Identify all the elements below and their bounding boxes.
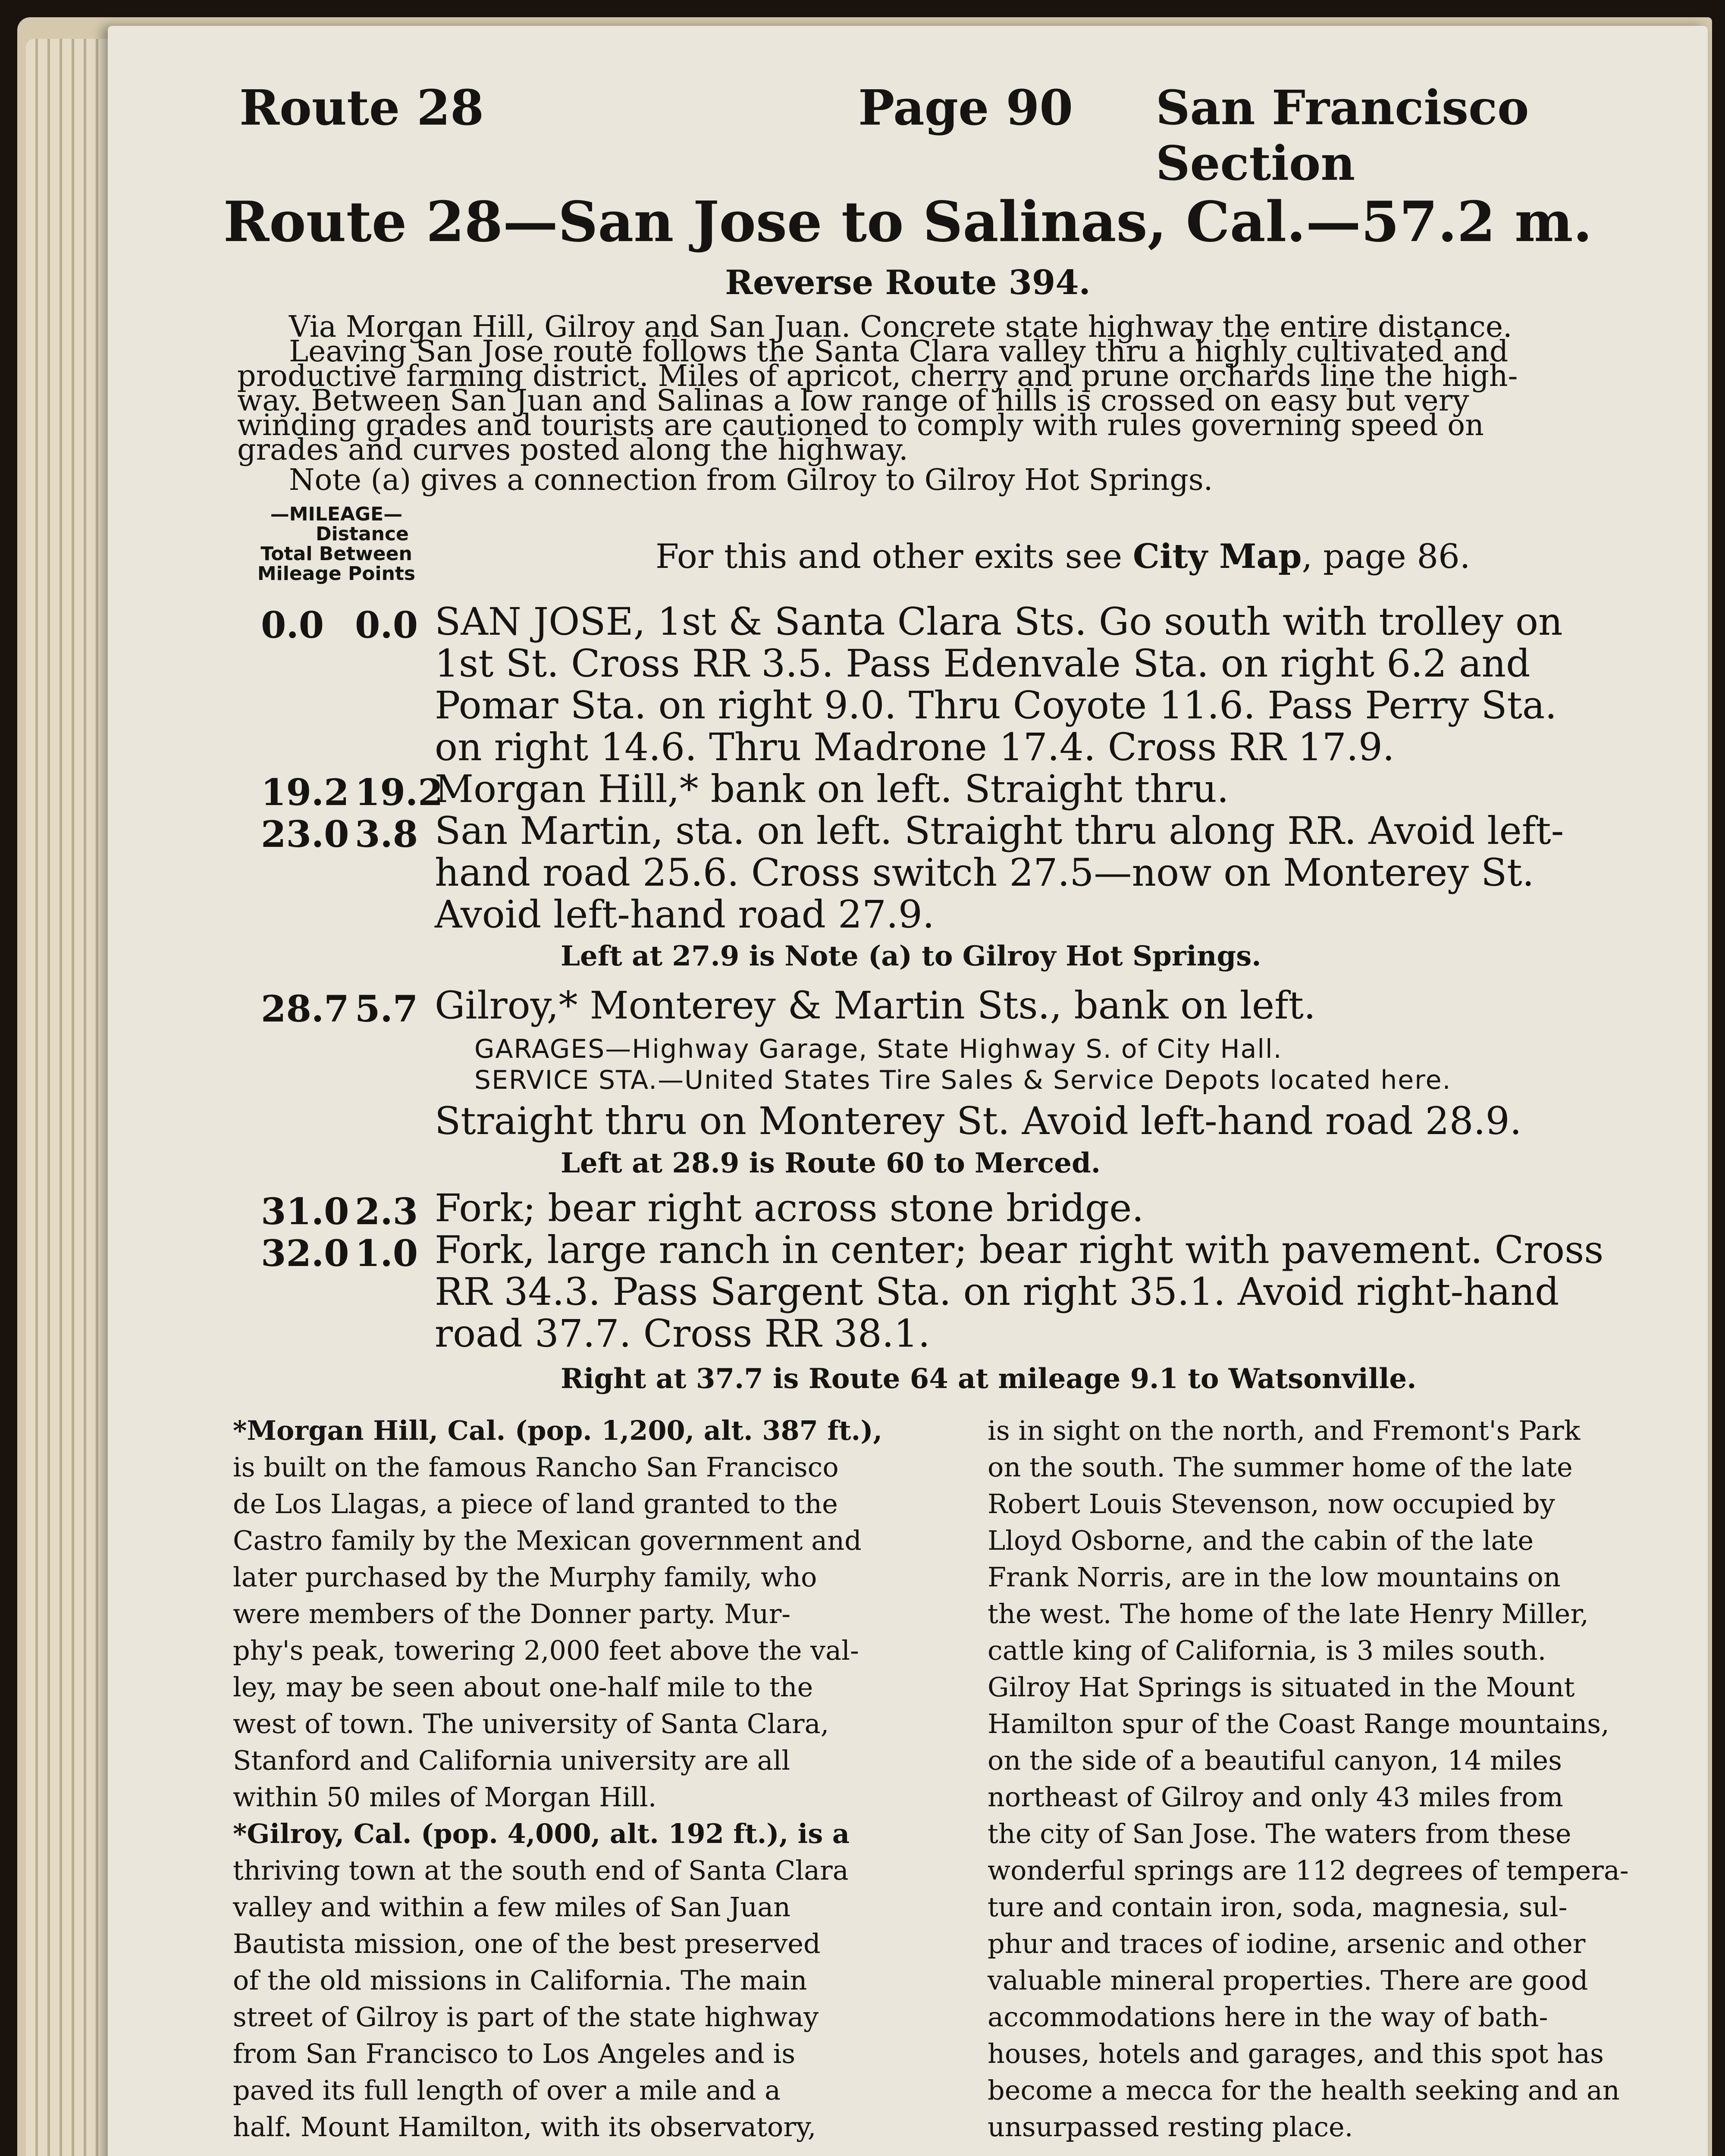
poi-line: wonderful springs are 112 degrees of tempera- bbox=[988, 1855, 1629, 1886]
poi-line: is built on the famous Rancho San Francisco bbox=[233, 1451, 839, 1483]
mileage-distance: 1.0 bbox=[355, 1232, 418, 1275]
poi-line: street of Gilroy is part of the state highway bbox=[233, 2001, 819, 2033]
mileage-total: 23.0 bbox=[261, 813, 349, 856]
route-entry-line: San Martin, sta. on left. Straight thru along RR. Avoid left- bbox=[435, 808, 1564, 853]
city-map-note bbox=[656, 537, 1471, 576]
poi-line: were members of the Donner party. Mur- bbox=[233, 1598, 791, 1630]
poi-line: phur and traces of iodine, arsenic and other bbox=[988, 1928, 1586, 1959]
intro-line: Note (a) gives a connection from Gilroy to Gilroy Hot Springs. bbox=[289, 463, 1213, 497]
mileage-total: 0.0 bbox=[261, 604, 324, 646]
running-header-route: Route 28 bbox=[239, 80, 484, 136]
route-note: Left at 28.9 is Route 60 to Merced. bbox=[561, 1147, 1101, 1179]
mileage-distance-label: Distance bbox=[316, 523, 409, 545]
poi-line: valley and within a few miles of San Juan bbox=[233, 1891, 791, 1923]
mileage-points-label: Mileage Points bbox=[257, 563, 416, 585]
poi-line: Castro family by the Mexican government and bbox=[233, 1525, 862, 1556]
poi-line: on the south. The summer home of the late bbox=[988, 1451, 1573, 1483]
mileage-distance: 3.8 bbox=[355, 813, 418, 856]
garages-note: GARAGES—Highway Garage, State Highway S. of City Hall. bbox=[474, 1034, 1283, 1064]
route-entry-line: 1st St. Cross RR 3.5. Pass Edenvale Sta. on right 6.2 and bbox=[435, 641, 1531, 686]
poi-line: *Morgan Hill, Cal. (pop. 1,200, alt. 387 ft.), bbox=[233, 1415, 883, 1446]
poi-line: the city of San Jose. The waters from these bbox=[988, 1818, 1571, 1849]
intro-line: Leaving San Jose route follows the Santa Clara valley thru a highly cultivated and bbox=[289, 335, 1509, 369]
route-entry-line: Straight thru on Monterey St. Avoid left-hand road 28.9. bbox=[435, 1099, 1522, 1143]
mileage-total: 32.0 bbox=[261, 1232, 349, 1275]
poi-line: Bautista mission, one of the best preserved bbox=[233, 1928, 821, 1959]
poi-line: within 50 miles of Morgan Hill. bbox=[233, 1781, 657, 1813]
poi-line: is in sight on the north, and Fremont's Park bbox=[988, 1415, 1581, 1446]
poi-line: cattle king of California, is 3 miles south. bbox=[988, 1635, 1546, 1666]
poi-line: de Los Llagas, a piece of land granted to the bbox=[233, 1488, 838, 1520]
poi-line: of the old missions in California. The main bbox=[233, 1965, 807, 1996]
poi-line: thriving town at the south end of Santa Clara bbox=[233, 1855, 849, 1886]
poi-line: from San Francisco to Los Angeles and is bbox=[233, 2038, 796, 2069]
poi-line: unsurpassed resting place. bbox=[988, 2111, 1353, 2143]
poi-line: *Gilroy, Cal. (pop. 4,000, alt. 192 ft.), is a bbox=[233, 1818, 850, 1849]
city-map-note-bold: City Map bbox=[1132, 537, 1302, 576]
route-entry-line: Morgan Hill,* bank on left. Straight thru. bbox=[435, 767, 1229, 811]
intro-line: winding grades and tourists are cautioned to comply with rules governing speed on bbox=[237, 408, 1484, 442]
intro-line: Via Morgan Hill, Gilroy and San Juan. Concrete state highway the entire distance. bbox=[289, 310, 1512, 344]
poi-line: Lloyd Osborne, and the cabin of the late bbox=[988, 1525, 1534, 1556]
mileage-distance: 19.2 bbox=[355, 771, 443, 814]
route-title: Route 28—San Jose to Salinas, Cal.—57.2 m. bbox=[223, 190, 1593, 254]
running-header-section: San Francisco Section bbox=[1156, 80, 1529, 191]
route-note: Right at 37.7 is Route 64 at mileage 9.1 to Watsonville. bbox=[561, 1363, 1417, 1395]
poi-line: ture and contain iron, soda, magnesia, sul- bbox=[988, 1891, 1568, 1923]
poi-line: half. Mount Hamilton, with its observatory, bbox=[233, 2111, 816, 2143]
guidebook-page bbox=[108, 26, 1708, 2156]
poi-line: houses, hotels and garages, and this spot has bbox=[988, 2038, 1604, 2069]
route-entry-line: SAN JOSE, 1st & Santa Clara Sts. Go south with trolley on bbox=[435, 599, 1563, 644]
mileage-total-between-label: Total Between bbox=[260, 543, 412, 565]
route-entry-line: Fork; bear right across stone bridge. bbox=[435, 1186, 1144, 1230]
poi-line: on the side of a beautiful canyon, 14 miles bbox=[988, 1745, 1562, 1776]
route-entry-line: Fork, large ranch in center; bear right with pavement. Cross bbox=[435, 1228, 1604, 1272]
poi-line: become a mecca for the health seeking and an bbox=[988, 2075, 1620, 2106]
mileage-total: 19.2 bbox=[261, 771, 349, 814]
service-station-note: SERVICE STA.—United States Tire Sales & Service Depots located here. bbox=[474, 1065, 1452, 1095]
route-entry-line: Avoid left-hand road 27.9. bbox=[435, 892, 935, 937]
poi-line: Hamilton spur of the Coast Range mountains, bbox=[988, 1708, 1609, 1739]
route-entry-line: on right 14.6. Thru Madrone 17.4. Cross RR 17.9. bbox=[435, 725, 1395, 769]
poi-line: accommodations here in the way of bath- bbox=[988, 2001, 1548, 2033]
route-note: Left at 27.9 is Note (a) to Gilroy Hot Springs. bbox=[561, 940, 1261, 972]
route-entry-line: Gilroy,* Monterey & Martin Sts., bank on left. bbox=[435, 983, 1316, 1028]
mileage-column-header bbox=[237, 505, 436, 584]
mileage-total: 31.0 bbox=[261, 1190, 349, 1233]
mileage-total: 28.7 bbox=[261, 987, 349, 1030]
mileage-distance: 5.7 bbox=[355, 987, 418, 1030]
mileage-title: —MILEAGE— bbox=[270, 503, 403, 525]
poi-line: Frank Norris, are in the low mountains on bbox=[988, 1561, 1561, 1593]
poi-line: Robert Louis Stevenson, now occupied by bbox=[988, 1488, 1555, 1520]
poi-line: northeast of Gilroy and only 43 miles from bbox=[988, 1781, 1563, 1813]
route-entry-line: RR 34.3. Pass Sargent Sta. on right 35.1. Avoid right-hand bbox=[435, 1269, 1559, 1314]
running-header-page: Page 90 bbox=[858, 80, 1073, 136]
points-of-interest-left-column bbox=[233, 1412, 888, 2145]
poi-line: the west. The home of the late Henry Miller, bbox=[988, 1598, 1589, 1630]
intro-line: way. Between San Juan and Salinas a low range of hills is crossed on easy but very bbox=[237, 384, 1469, 418]
mileage-distance: 2.3 bbox=[355, 1190, 418, 1233]
city-map-note-suffix: , page 86. bbox=[1302, 537, 1471, 576]
poi-line: later purchased by the Murphy family, who bbox=[233, 1561, 817, 1593]
route-entry-line: hand road 25.6. Cross switch 27.5—now on Monterey St. bbox=[435, 850, 1534, 895]
mileage-distance: 0.0 bbox=[355, 604, 418, 646]
poi-line: phy's peak, towering 2,000 feet above the val- bbox=[233, 1635, 859, 1666]
city-map-note-prefix: For this and other exits see bbox=[656, 537, 1133, 576]
route-entry-line: road 37.7. Cross RR 38.1. bbox=[435, 1311, 930, 1356]
poi-line: valuable mineral properties. There are good bbox=[988, 1965, 1588, 1996]
intro-line: productive farming district. Miles of apricot, cherry and prune orchards line the high- bbox=[237, 359, 1518, 393]
route-entry-line: Pomar Sta. on right 9.0. Thru Coyote 11.6. Pass Perry Sta. bbox=[435, 683, 1557, 727]
page-stack-edges bbox=[26, 39, 121, 2156]
points-of-interest-right-column bbox=[988, 1412, 1643, 2145]
poi-line: Stanford and California university are all bbox=[233, 1745, 790, 1776]
poi-line: ley, may be seen about one-half mile to the bbox=[233, 1671, 813, 1703]
poi-line: Gilroy Hat Springs is situated in the Mount bbox=[988, 1671, 1575, 1703]
reverse-route: Reverse Route 394. bbox=[725, 263, 1091, 302]
poi-line: paved its full length of over a mile and a bbox=[233, 2075, 781, 2106]
poi-line: west of town. The university of Santa Clara, bbox=[233, 1708, 829, 1739]
intro-line: grades and curves posted along the highway. bbox=[237, 433, 908, 467]
